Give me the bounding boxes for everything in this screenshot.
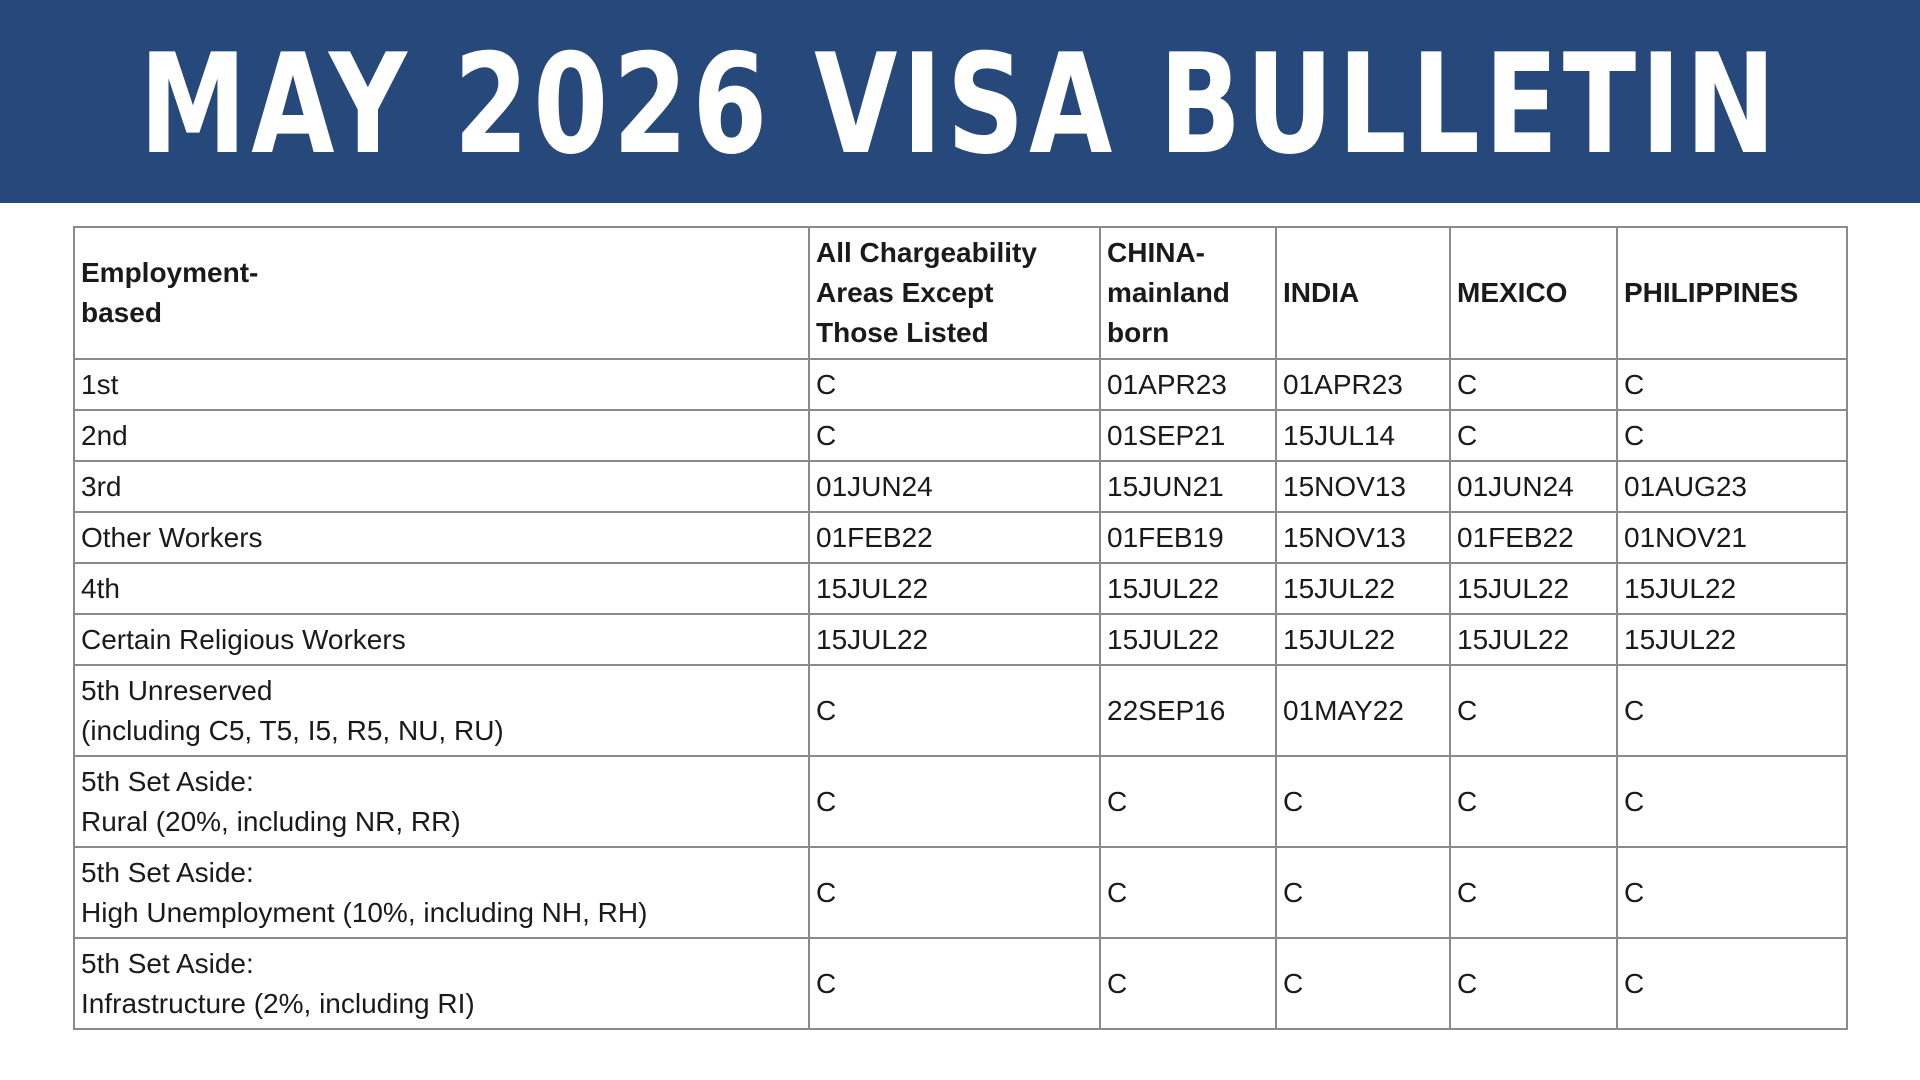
row-label-line: 5th Set Aside: (81, 947, 254, 979)
table-cell: 15JUL14 (1276, 410, 1450, 461)
table-cell: 15JUL22 (1276, 614, 1450, 665)
row-label-line: Infrastructure (2%, including RI) (81, 987, 475, 1019)
row-label-line: Certain Religious Workers (81, 623, 406, 655)
row-label-line: 2nd (81, 419, 128, 451)
row-label-line: 4th (81, 572, 120, 604)
row-label-line: 1st (81, 368, 119, 400)
header-india (1276, 227, 1450, 359)
table-row (74, 461, 1847, 512)
table-cell: 15JUL22 (1617, 563, 1847, 614)
table-cell: C (1450, 756, 1617, 847)
table-cell: 15JUL22 (1450, 563, 1617, 614)
table-cell: 01NOV21 (1617, 512, 1847, 563)
title-banner (0, 0, 1920, 203)
header-china (1100, 227, 1276, 359)
table-cell: 15NOV13 (1276, 461, 1450, 512)
header-line: Those Listed (816, 317, 989, 348)
table-header-row (74, 227, 1847, 359)
table-row (74, 938, 1847, 1029)
header-line: PHILIPPINES (1624, 277, 1799, 308)
row-label (74, 359, 809, 410)
row-label (74, 756, 809, 847)
row-label (74, 847, 809, 938)
row-label (74, 461, 809, 512)
table-cell: C (1617, 359, 1847, 410)
table-row (74, 665, 1847, 756)
table-cell: 22SEP16 (1100, 665, 1276, 756)
row-label (74, 614, 809, 665)
table-cell: 15NOV13 (1276, 512, 1450, 563)
table-cell: C (1450, 938, 1617, 1029)
table-cell: C (1450, 665, 1617, 756)
row-label (74, 563, 809, 614)
header-line: Areas Except (816, 277, 994, 308)
header-mexico (1450, 227, 1617, 359)
row-label-line: Other Workers (81, 521, 263, 553)
row-label (74, 512, 809, 563)
row-label (74, 665, 809, 756)
table-cell: 01FEB22 (1450, 512, 1617, 563)
table-cell: C (809, 665, 1100, 756)
header-philippines (1617, 227, 1847, 359)
table-cell: 15JUL22 (1100, 563, 1276, 614)
table-cell: 01JUN24 (809, 461, 1100, 512)
table-cell: C (1617, 756, 1847, 847)
table-cell: 01SEP21 (1100, 410, 1276, 461)
row-label (74, 410, 809, 461)
header-line: Employment- (81, 257, 259, 288)
table-cell: 01FEB19 (1100, 512, 1276, 563)
table-cell: 15JUL22 (1617, 614, 1847, 665)
table-cell: C (1276, 847, 1450, 938)
table-cell: 01AUG23 (1617, 461, 1847, 512)
header-line: INDIA (1283, 277, 1360, 308)
table-body (74, 359, 1847, 1029)
table-cell: 01FEB22 (809, 512, 1100, 563)
table-cell: 15JUL22 (1276, 563, 1450, 614)
table-cell: 15JUL22 (809, 563, 1100, 614)
table-cell: C (1100, 847, 1276, 938)
row-label-line: 5th Unreserved (81, 674, 273, 706)
visa-bulletin-table (73, 226, 1848, 1030)
header-line: CHINA- (1107, 237, 1205, 268)
table-cell: C (1450, 847, 1617, 938)
table-cell: C (1450, 359, 1617, 410)
header-line: MEXICO (1457, 277, 1568, 308)
row-label (74, 938, 809, 1029)
table-row (74, 410, 1847, 461)
table-row (74, 512, 1847, 563)
row-label-line: 3rd (81, 470, 122, 502)
row-label-line: 5th Set Aside: (81, 765, 254, 797)
header-line: based (81, 297, 162, 328)
table-row (74, 563, 1847, 614)
header-line: All Chargeability (816, 237, 1037, 268)
table-cell: 01JUN24 (1450, 461, 1617, 512)
row-label-line: 5th Set Aside: (81, 856, 254, 888)
page-title: MAY 2026 VISA BULLETIN (139, 23, 1781, 185)
table-cell: C (809, 938, 1100, 1029)
table-cell: C (1617, 665, 1847, 756)
table-cell: 01MAY22 (1276, 665, 1450, 756)
table-cell: C (1617, 847, 1847, 938)
table-cell: 01APR23 (1100, 359, 1276, 410)
header-employment-based (74, 227, 809, 359)
header-line: born (1107, 317, 1170, 348)
table-cell: C (809, 756, 1100, 847)
table-container (73, 226, 1846, 1030)
table-cell: C (809, 410, 1100, 461)
table-cell: C (809, 359, 1100, 410)
table-cell: 15JUN21 (1100, 461, 1276, 512)
table-cell: C (1100, 938, 1276, 1029)
table-row (74, 359, 1847, 410)
table-cell: 15JUL22 (1100, 614, 1276, 665)
table-cell: C (1617, 938, 1847, 1029)
row-label-line: Rural (20%, including NR, RR) (81, 805, 461, 837)
table-cell: C (809, 847, 1100, 938)
table-cell: 15JUL22 (809, 614, 1100, 665)
table-row (74, 756, 1847, 847)
table-cell: C (1276, 756, 1450, 847)
row-label-line: (including C5, T5, I5, R5, NU, RU) (81, 714, 504, 746)
table-cell: C (1450, 410, 1617, 461)
header-all-chargeability (809, 227, 1100, 359)
table-row (74, 614, 1847, 665)
table-cell: C (1617, 410, 1847, 461)
header-line: mainland (1107, 277, 1230, 308)
row-label-line: High Unemployment (10%, including NH, RH) (81, 896, 648, 928)
table-cell: C (1100, 756, 1276, 847)
table-cell: 15JUL22 (1450, 614, 1617, 665)
table-cell: 01APR23 (1276, 359, 1450, 410)
table-row (74, 847, 1847, 938)
table-cell: C (1276, 938, 1450, 1029)
